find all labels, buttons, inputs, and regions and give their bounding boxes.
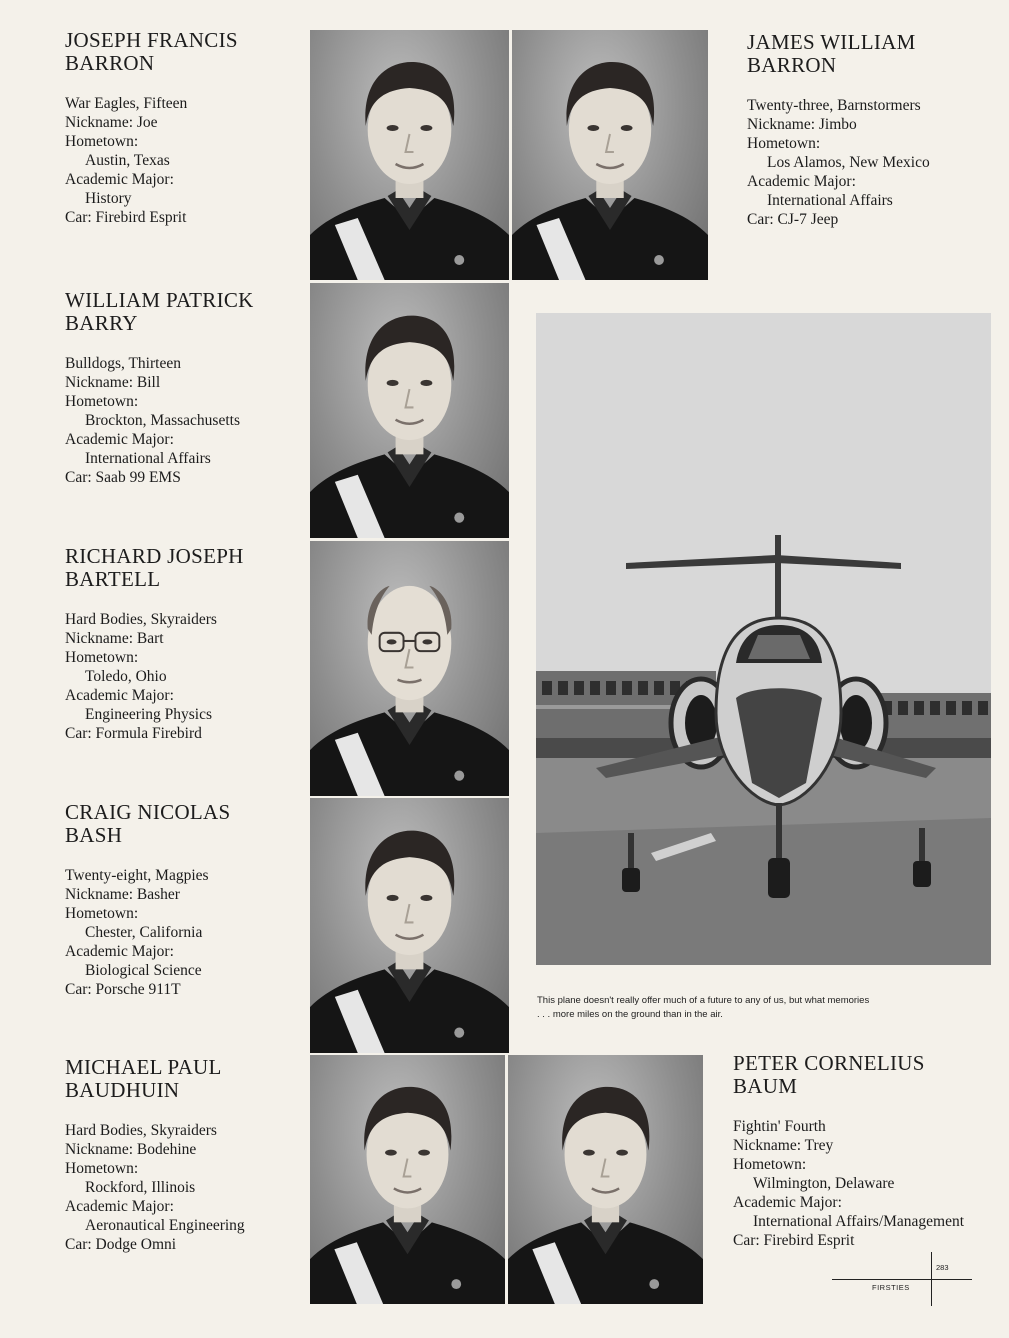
major-label: Academic Major:	[733, 1194, 842, 1211]
cadet-squadron: Fightin' Fourth	[733, 1118, 826, 1135]
cadet-hometown: Wilmington, Delaware	[753, 1175, 895, 1192]
cadet-hometown: Toledo, Ohio	[85, 668, 167, 685]
hometown-label: Hometown:	[65, 905, 139, 922]
major-label: Academic Major:	[747, 173, 856, 190]
cadet-nickname: Nickname: Bart	[65, 630, 164, 647]
cadet-major: International Affairs	[767, 192, 893, 209]
cadet-car: Car: Formula Firebird	[65, 725, 202, 742]
cadet-car: Car: Firebird Esprit	[65, 209, 187, 226]
cadet-major: Biological Science	[85, 962, 202, 979]
cadet-nickname: Nickname: Joe	[65, 114, 158, 131]
cadet-portrait	[512, 30, 708, 280]
section-label: FIRSTIES	[872, 1283, 910, 1292]
major-label: Academic Major:	[65, 1198, 174, 1215]
major-label: Academic Major:	[65, 687, 174, 704]
caption-line: . . . more miles on the ground than in the air.	[537, 1009, 723, 1020]
major-label: Academic Major:	[65, 431, 174, 448]
cadet-squadron: Hard Bodies, Skyraiders	[65, 611, 217, 628]
cadet-name: JAMES WILLIAM BARRON	[747, 30, 916, 77]
cadet-name: JOSEPH FRANCIS BARRON	[65, 28, 238, 75]
cadet-squadron: Twenty-three, Barnstormers	[747, 97, 921, 114]
hometown-label: Hometown:	[747, 135, 821, 152]
cadet-car: Car: Firebird Esprit	[733, 1232, 855, 1249]
cadet-bio	[65, 545, 305, 743]
cadet-squadron: War Eagles, Fifteen	[65, 95, 188, 112]
cadet-bio	[733, 1052, 973, 1250]
cadet-bio	[65, 1056, 305, 1254]
cadet-portrait	[310, 541, 509, 796]
hometown-label: Hometown:	[65, 133, 139, 150]
cadet-bio	[747, 31, 987, 229]
cadet-car: Car: Saab 99 EMS	[65, 469, 181, 486]
cadet-nickname: Nickname: Jimbo	[747, 116, 857, 133]
folio-rule	[832, 1279, 972, 1280]
caption-line: This plane doesn't really offer much of a future to any of us, but what memories	[537, 995, 870, 1006]
photo-caption	[537, 994, 992, 1022]
hometown-label: Hometown:	[65, 1160, 139, 1177]
cadet-nickname: Nickname: Basher	[65, 886, 180, 903]
page-number: 283	[936, 1263, 949, 1272]
cadet-squadron: Twenty-eight, Magpies	[65, 867, 209, 884]
cadet-squadron: Bulldogs, Thirteen	[65, 355, 181, 372]
cadet-squadron: Hard Bodies, Skyraiders	[65, 1122, 217, 1139]
aircraft-photo	[536, 313, 991, 965]
cadet-bio	[65, 289, 305, 487]
cadet-portrait	[310, 283, 509, 538]
cadet-major: History	[85, 190, 132, 207]
cadet-car: Car: Porsche 911T	[65, 981, 181, 998]
cadet-hometown: Brockton, Massachusetts	[85, 412, 240, 429]
hometown-label: Hometown:	[733, 1156, 807, 1173]
page-folio	[832, 1252, 974, 1308]
cadet-hometown: Los Alamos, New Mexico	[767, 154, 930, 171]
cadet-major: Aeronautical Engineering	[85, 1217, 245, 1234]
hometown-label: Hometown:	[65, 649, 139, 666]
cadet-portrait	[310, 798, 509, 1053]
cadet-portrait	[310, 30, 509, 280]
cadet-bio	[65, 29, 305, 227]
cadet-portrait	[310, 1055, 505, 1304]
cadet-name: RICHARD JOSEPH BARTELL	[65, 544, 244, 591]
cadet-name: CRAIG NICOLAS BASH	[65, 800, 231, 847]
major-label: Academic Major:	[65, 171, 174, 188]
cadet-major: International Affairs/Management	[753, 1213, 965, 1230]
cadet-name: WILLIAM PATRICK BARRY	[65, 288, 254, 335]
cadet-hometown: Rockford, Illinois	[85, 1179, 196, 1196]
cadet-major: International Affairs	[85, 450, 211, 467]
cadet-car: Car: CJ-7 Jeep	[747, 211, 839, 228]
cadet-bio	[65, 801, 305, 999]
cadet-name: PETER CORNELIUS BAUM	[733, 1051, 925, 1098]
cadet-nickname: Nickname: Trey	[733, 1137, 834, 1154]
cadet-name: MICHAEL PAUL BAUDHUIN	[65, 1055, 222, 1102]
major-label: Academic Major:	[65, 943, 174, 960]
cadet-nickname: Nickname: Bill	[65, 374, 161, 391]
hometown-label: Hometown:	[65, 393, 139, 410]
cadet-car: Car: Dodge Omni	[65, 1236, 177, 1253]
cadet-hometown: Austin, Texas	[85, 152, 170, 169]
cadet-nickname: Nickname: Bodehine	[65, 1141, 197, 1158]
cadet-major: Engineering Physics	[85, 706, 212, 723]
cadet-portrait	[508, 1055, 703, 1304]
cadet-hometown: Chester, California	[85, 924, 203, 941]
